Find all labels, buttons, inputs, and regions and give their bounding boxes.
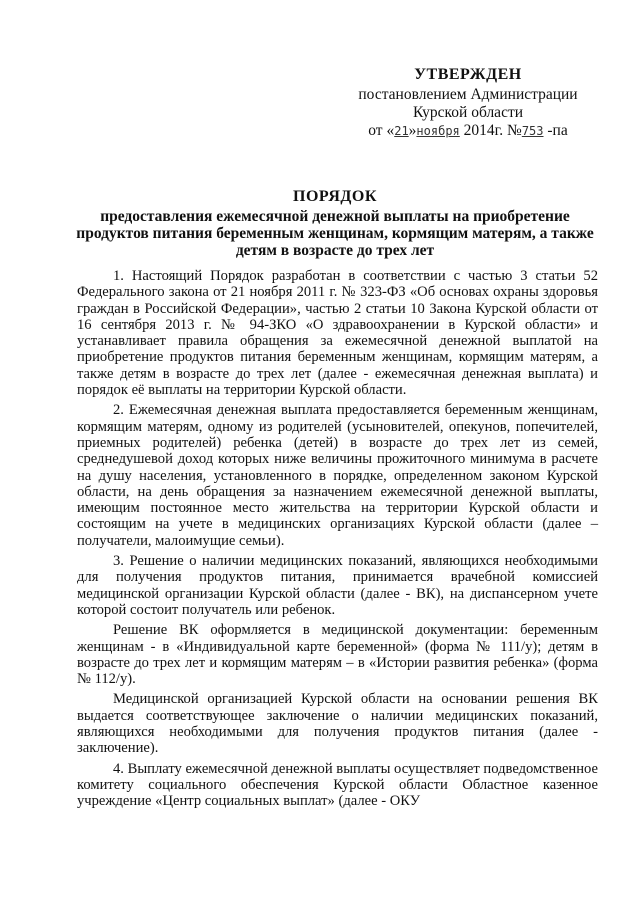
date-year: 2014г. № [459, 122, 522, 139]
document-suffix: -па [543, 122, 568, 139]
date-mid: » [408, 122, 417, 139]
title-main: ПОРЯДОК [293, 188, 377, 205]
title-subtitle: предоставления ежемесячной денежной выплаты на приобретение продуктов питания беременным женщинам, кормящим матерям, а также детям в возрасте до трех лет [76, 208, 594, 259]
approval-date-line [318, 122, 618, 140]
paragraph-3: 3. Решение о наличии медицинских показаний, являющихся необходимыми для получения продуктов питания, принимается врачебной комиссией медицинской организации Курской области (далее - ВК), на диспансерном учете которой состоит получатель или ребенок. [77, 553, 598, 618]
document-number: 753 [521, 124, 544, 138]
document-body [77, 268, 598, 814]
date-month: ноября [416, 124, 460, 138]
document-title [70, 188, 600, 259]
paragraph-2: 2. Ежемесячная денежная выплата предоставляется беременным женщинам, кормящим матерям, одному из родителей (усыновителей, опекунов, попечителей, приемных родителей) ребенка (детей) в возрасте до трех лет из семей, среднедушевой доход которых ниже величины прожиточного минимума в расчете на душу населения, установленного в порядке, определенном законом Курской области, на день обращения за назначением ежемесячной денежной выплаты, имеющим постоянное место жительства на территории Курской области и состоящим на учете в медицинских организациях Курской области (далее – получатели, малоимущие семьи). [77, 402, 598, 549]
paragraph-1: 1. Настоящий Порядок разработан в соответствии с частью 3 статьи 52 Федерального закона от 21 ноября 2011 г. № 323-ФЗ «Об основах охраны здоровья граждан в Российской Федерации», частью 2 статьи 10 Закона Курской области от 16 сентября 2013 г. № 94-ЗКО «О здравоохранении в Курской области» и устанавливает правила обращения за ежемесячной денежной выплатой на приобретение продуктов питания беременным женщинам, кормящим матерям, а также детям в возрасте до трех лет (далее - ежемесячная денежная выплата) и порядок её выплаты на территории Курской области. [77, 268, 598, 399]
paragraph-4: Решение ВК оформляется в медицинской документации: беременным женщинам - в «Индивидуальной карте беременной» (форма № 111/у); детям в возрасте до трех лет и кормящим матерям – в «Истории развития ребенка» (форма № 112/у). [77, 622, 598, 688]
date-day: 21 [394, 124, 409, 138]
approval-heading: УТВЕРЖДЕН [414, 66, 522, 83]
paragraph-6: 4. Выплату ежемесячной денежной выплаты осуществляет подведомственное комитету социального обеспечения Курской области Областное казенное учреждение «Центр социальных выплат» (далее - ОКУ [77, 760, 598, 810]
paragraph-5: Медицинской организацией Курской области на основании решения ВК выдается соответствующее заключение о наличии медицинских показаний, являющихся необходимыми для получения продуктов питания (далее - заключение). [77, 691, 598, 757]
approval-stamp [318, 66, 618, 140]
approval-line-1: постановлением Администрации [358, 86, 578, 103]
approval-line-2: Курской области [412, 104, 524, 121]
date-prefix: от « [368, 122, 395, 139]
